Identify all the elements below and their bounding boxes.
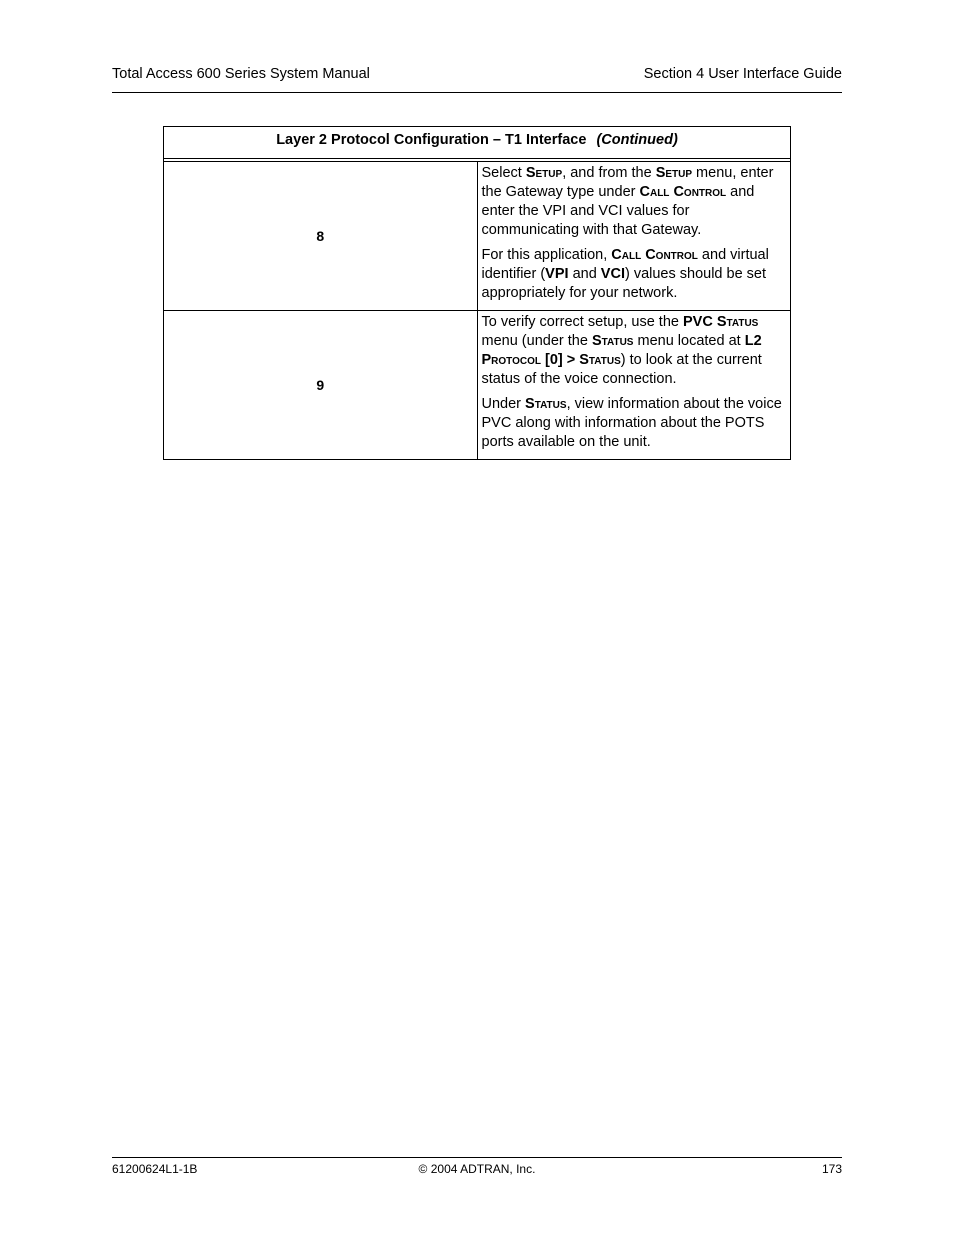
step-number: 8 [164,162,478,311]
step-paragraph: For this application, Call Control and virtual identifier (VPI and VCI) values should be set appropriately for your network. [481,247,769,301]
footer-part-number: 61200624L1-1B [112,1162,198,1176]
table-row [164,162,791,311]
table-title-continued: (Continued) [596,132,678,148]
step-description [477,311,791,460]
table-title-text: Layer 2 Protocol Configuration – T1 Interface [276,132,587,148]
step-number: 9 [164,311,478,460]
table-row [164,311,791,460]
procedure-table [163,126,791,460]
footer-page-number: 173 [821,1162,842,1176]
table-title [164,127,791,159]
header-section-title: Section 4 User Interface Guide [643,66,842,82]
step-paragraph: Under Status, view information about the voice PVC along with information about the POTS ports available on the unit. [481,396,782,450]
header-manual-title: Total Access 600 Series System Manual [112,66,370,82]
page-footer [112,1157,842,1176]
footer-copyright: © 2004 ADTRAN, Inc. [418,1162,536,1176]
step-paragraph: To verify correct setup, use the PVC Status menu (under the Status menu located at L2 Protocol [0] > Status) to look at the current status of the voice connection. [481,314,762,387]
step-description [477,162,791,311]
page-header [112,64,842,93]
step-paragraph: Select Setup, and from the Setup menu, enter the Gateway type under Call Control and enter the VPI and VCI values for communicating with that Gateway. [481,165,774,238]
